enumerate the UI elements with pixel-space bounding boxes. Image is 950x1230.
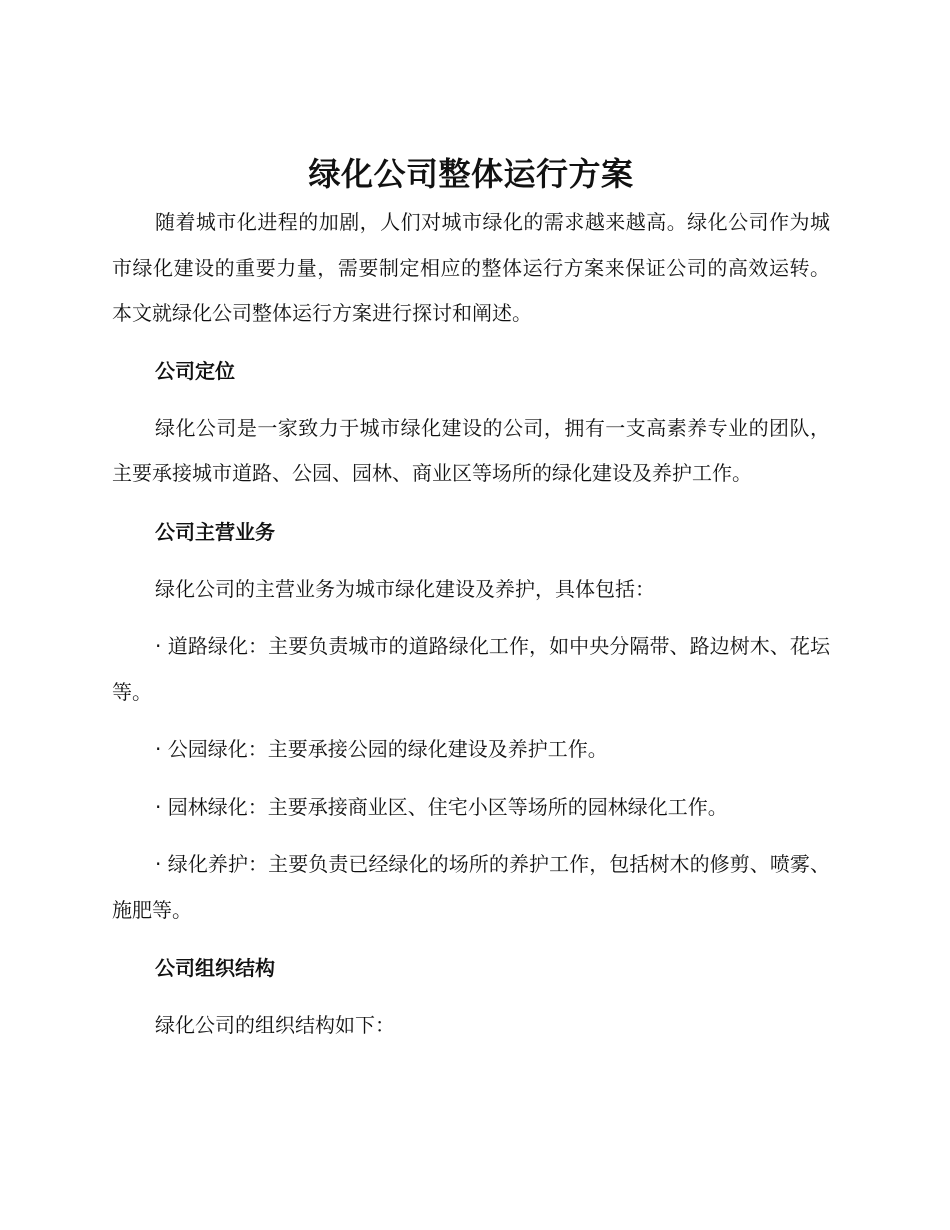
section-heading-structure: 公司组织结构 (155, 956, 275, 980)
positioning-paragraph: 绿化公司是一家致力于城市绿化建设的公司，拥有一支高素养专业的团队，主要承接城市道路、公园、园林、商业区等场所的绿化建设及养护工作。 (112, 415, 830, 485)
business-intro-paragraph: 绿化公司的主营业务为城市绿化建设及养护，具体包括： (155, 576, 655, 601)
intro-paragraph: 随着城市化进程的加剧，人们对城市绿化的需求越来越高。绿化公司作为城市绿化建设的重要力量，需要制定相应的整体运行方案来保证公司的高效运转。本文就绿化公司整体运行方案进行探讨和阐述。 (112, 210, 830, 325)
business-item-park: · 公园绿化：主要承接公园的绿化建设及养护工作。 (155, 737, 608, 761)
structure-paragraph: 绿化公司的组织结构如下： (155, 1013, 395, 1037)
document-title: 绿化公司整体运行方案 (308, 155, 634, 193)
business-item-maintenance: · 绿化养护：主要负责已经绿化的场所的养护工作，包括树木的修剪、喷雾、施肥等。 (112, 852, 830, 922)
section-heading-business: 公司主营业务 (155, 519, 275, 544)
section-heading-positioning: 公司定位 (155, 358, 235, 383)
document-body (112, 148, 830, 1049)
business-item-road: · 道路绿化：主要负责城市的道路绿化工作，如中央分隔带、路边树木、花坛等。 (112, 634, 830, 704)
business-item-garden: · 园林绿化：主要承接商业区、住宅小区等场所的园林绿化工作。 (155, 794, 728, 819)
